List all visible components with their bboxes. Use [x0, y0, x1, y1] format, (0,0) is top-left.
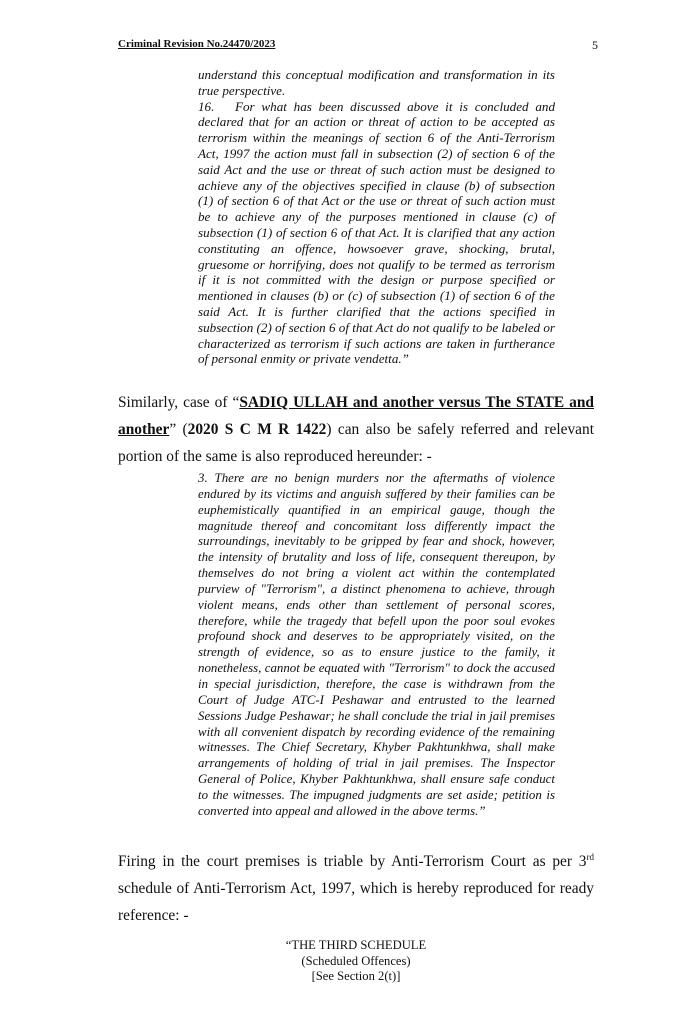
paragraph-number: 16. [198, 98, 215, 114]
page-header [118, 38, 598, 54]
ordinal-superscript: rd [586, 851, 594, 862]
text-run: ” ( [169, 421, 188, 438]
text-run: ) can also be safely referred and relevant portion of the same is also reproduced hereunder: - [118, 421, 594, 465]
text-run: schedule of Anti-Terrorism Act, 1997, which is hereby reproduced for ready reference: - [118, 880, 594, 924]
schedule-title: “THE THIRD SCHEDULE [285, 938, 427, 952]
schedule-subtitle: (Scheduled Offences) [301, 953, 411, 968]
text-run: Similarly, case of “ [118, 394, 240, 411]
schedule-reference: [See Section 2(t)] [311, 969, 401, 983]
schedule-heading [118, 938, 594, 985]
paragraph-text: For what has been discussed above it is concluded and declared that for an action or threat of action to be accepted as terrorism within the meanings of section 6 of the Anti-Terrorism Act, 1997 the action must fall in subsection (2) of section 6 of the said Act and the use or threat of such action must be designed to achieve any of the objectives specified in clause (b) of subsection (1) of section 6 of that Act or the use or threat of such action must be to achieve any of the purposes mentioned in clause (c) of subsection (1) of section 6 of that Act. It is clarified that any action constituting an offence, howsoever grave, shocking, brutal, gruesome or horrifying, does not qualify to be termed as terrorism if it is not committed with the design or purpose specified or mentioned in clauses (b) or (c) of subsection (1) of section 6 of the said Act. It is further clarified that the actions specified in subsection (2) of section 6 of that Act do not qualify to be labeled or characterized as terrorism if such actions are taken in furtherance of personal enmity or private vendetta.” [198, 98, 555, 367]
text-run: Firing in the court premises is triable by Anti-Terrorism Court as per 3 [118, 853, 587, 870]
case-number: Criminal Revision No.24470/2023 [118, 38, 276, 50]
block-quote-sadiq-ullah-excerpt [198, 471, 555, 820]
case-title: SADIQ ULLAH and another versus The STATE and another [118, 394, 594, 438]
page-number: 5 [592, 38, 598, 52]
quote-text: 3. There are no benign murders nor the aftermaths of violence endured by its victims and anguish suffered by their families can be euphemistically quantified in an empirical gauge, though the magnitude thereof and concomitant loss differently impact the surroundings, inevitably to be gripped by fear and shock, however, the intensity of brutality and loss of life, consequent thereupon, by themselves do not bring a violent act within the contemplated purview of "Terrorism", a distinct phenomena to achieve, through violent means, ends other than settlement of personal scores, therefore, while the tragedy that befell upon the poor soul evokes profound shock and deserves to be appropriately visited, on the strength of evidence, so as to ensure justice to the family, it nonetheless, cannot be equated with "Terrorism" to dock the accused in special jurisdiction, therefore, the case is withdrawn from the Court of Judge ATC-I Peshawar and entrusted to the learned Sessions Judge Peshawar; he shall conclude the trial in jail premises with all convenient dispatch by recording evidence of the remaining witnesses. The Chief Secretary, Khyber Pakhtunkhwa, shall make arrangements of holding of trial in jail premises. The Inspector General of Police, Khyber Pakhtunkhwa, shall ensure safe conduct to the witnesses. The impugned judgments are set aside; petition is converted into appeal and allowed in the above terms.” [198, 471, 555, 818]
body-paragraph-firing [118, 848, 594, 929]
body-paragraph-sadiq-ullah [118, 389, 594, 470]
citation: 2020 S C M R 1422 [187, 421, 327, 438]
quote-paragraph-16 [198, 99, 555, 368]
quote-intro: understand this conceptual modification and transformation in its true perspective. [198, 67, 555, 98]
block-quote-judgment-excerpt [198, 67, 555, 367]
